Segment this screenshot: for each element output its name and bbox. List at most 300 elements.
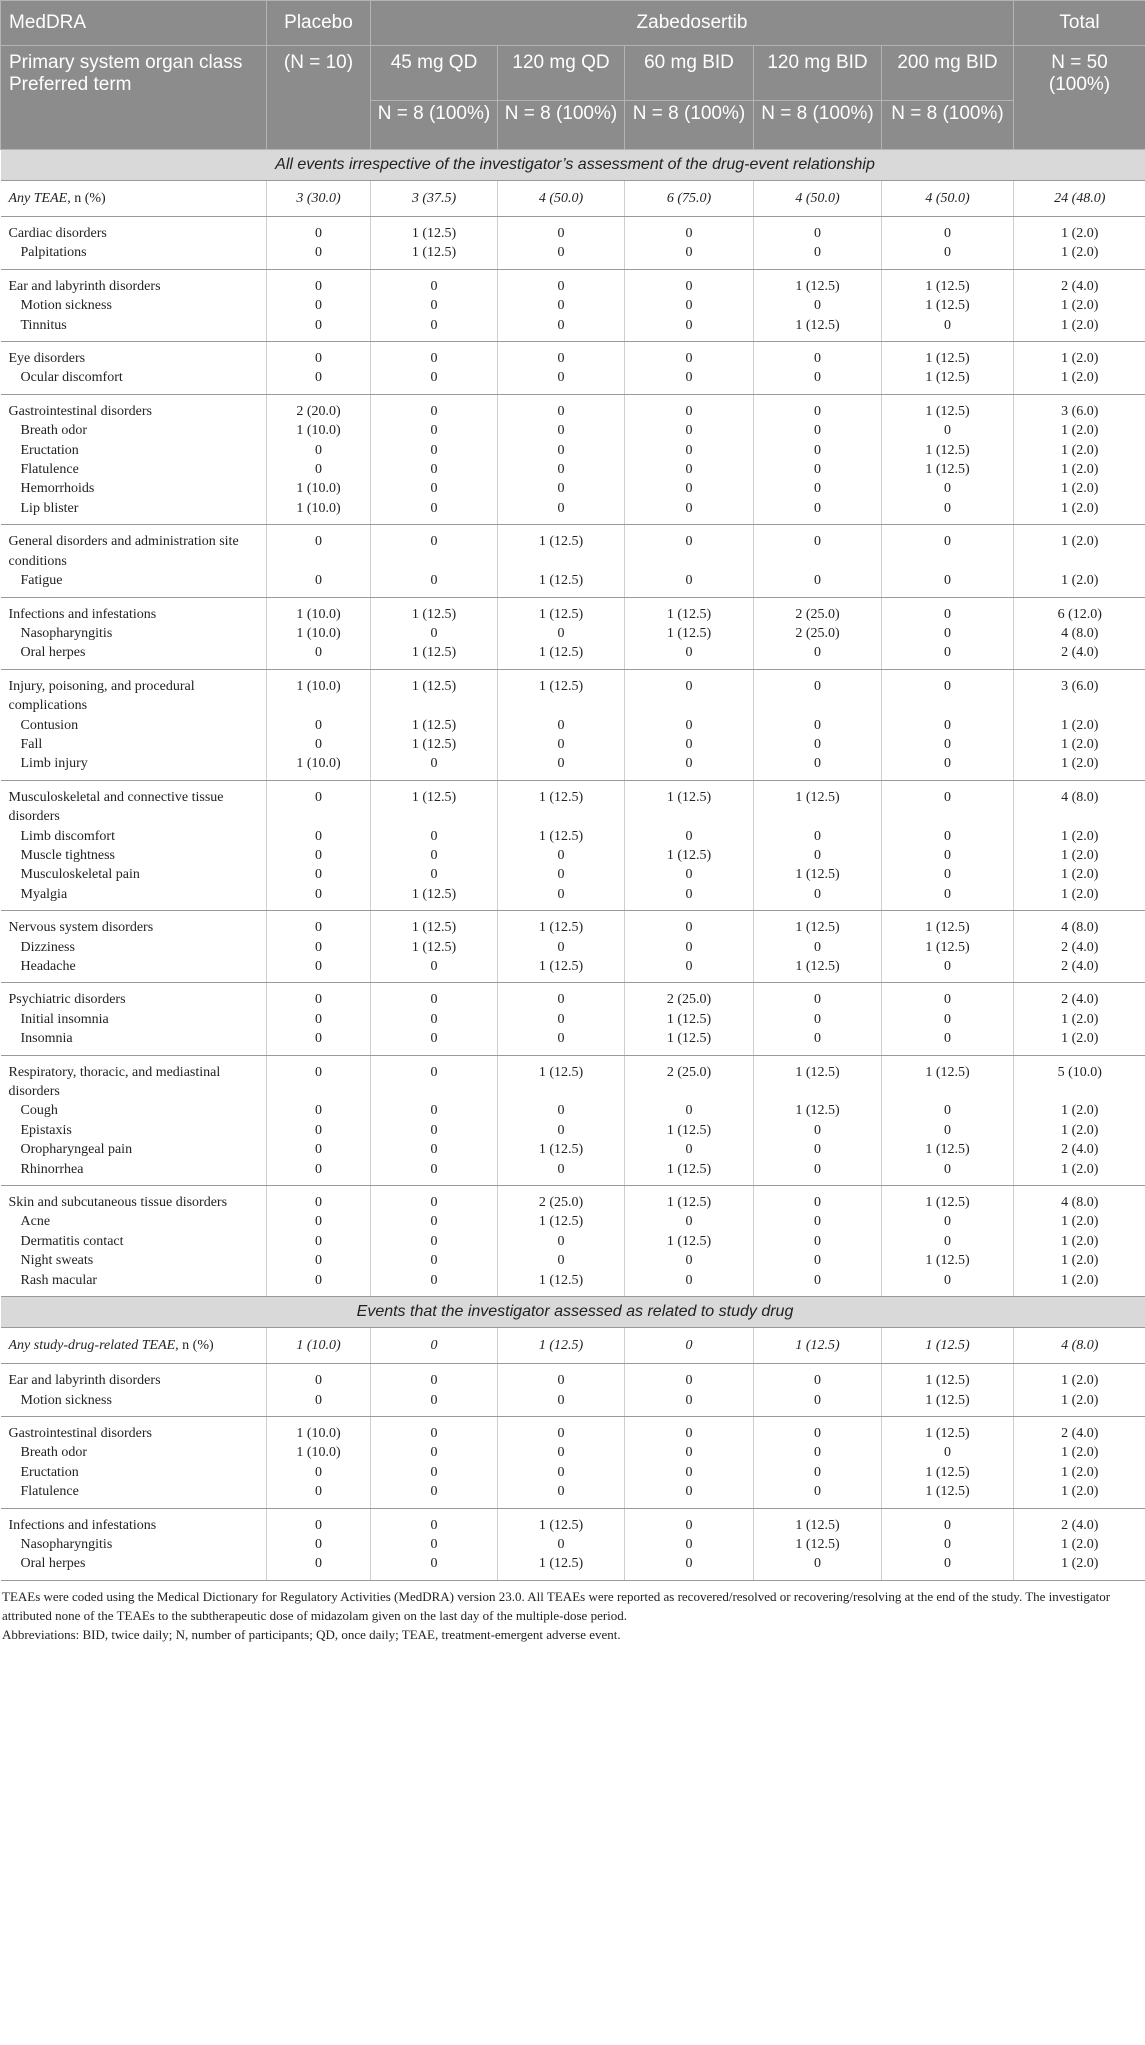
preferred-term-value: 0 [267, 296, 371, 315]
preferred-term-row [1, 643, 1145, 669]
soc-name: Cardiac disorders [8, 226, 107, 241]
preferred-term-name: Initial insomnia [20, 1011, 109, 1027]
soc-name: Ear and labyrinth disorders [8, 1373, 161, 1389]
any-teae-label-italic: Any study-drug-related TEAE [8, 1338, 176, 1354]
preferred-term-value: 0 [754, 1010, 882, 1029]
soc-value: 0 [371, 1186, 498, 1213]
preferred-term-value: 1 (12.5) [498, 643, 625, 669]
preferred-term-row [1, 865, 1145, 884]
soc-value: 1 (12.5) [754, 269, 882, 296]
preferred-term-value: 1 (12.5) [498, 571, 625, 597]
preferred-term-value: 1 (12.5) [371, 643, 498, 669]
preferred-term-value: 0 [754, 643, 882, 669]
preferred-term-name: Oral herpes [1, 1554, 267, 1580]
preferred-term-row [1, 1482, 1145, 1508]
preferred-term-value: 0 [754, 716, 882, 735]
preferred-term-value: 0 [882, 754, 1014, 780]
soc-value: 1 (12.5) [371, 669, 498, 715]
soc-value: 1 (12.5) [498, 911, 625, 938]
preferred-term-value: 0 [498, 499, 625, 525]
soc-value: 0 [882, 1508, 1014, 1535]
soc-value: 0 [754, 525, 882, 571]
preferred-term-value: 0 [267, 827, 371, 846]
preferred-term-value: 0 [882, 421, 1014, 440]
preferred-term-name: Dizziness [20, 939, 75, 955]
soc-value: 0 [371, 394, 498, 421]
preferred-term-value: 1 (2.0) [1014, 1535, 1145, 1554]
preferred-term-value: 0 [498, 368, 625, 394]
preferred-term-value: 0 [267, 368, 371, 394]
soc-value: 1 (2.0) [1014, 525, 1145, 571]
preferred-term-name: Motion sickness [1, 1391, 267, 1417]
preferred-term-value: 0 [882, 1121, 1014, 1140]
preferred-term-value: 0 [371, 846, 498, 865]
preferred-term-row [1, 1212, 1145, 1231]
preferred-term-value: 1 (12.5) [882, 296, 1014, 315]
preferred-term-row [1, 460, 1145, 479]
soc-value: 0 [371, 525, 498, 571]
preferred-term-value: 0 [371, 1463, 498, 1482]
preferred-term-value: 0 [498, 735, 625, 754]
soc-value: 0 [267, 780, 371, 826]
preferred-term-value: 1 (12.5) [754, 957, 882, 983]
preferred-term-value: 1 (12.5) [371, 243, 498, 269]
soc-name: Gastrointestinal disorders [8, 403, 152, 419]
soc-value: 0 [371, 1508, 498, 1535]
soc-name: Gastrointestinal disorders [8, 1425, 152, 1441]
soc-value: 0 [882, 780, 1014, 826]
preferred-term-value: 0 [625, 421, 754, 440]
preferred-term-value: 0 [371, 1121, 498, 1140]
soc-value: 1 (12.5) [882, 1186, 1014, 1213]
preferred-term-value: 1 (12.5) [882, 1463, 1014, 1482]
soc-value: 0 [498, 394, 625, 421]
preferred-term-value: 0 [754, 1271, 882, 1297]
preferred-term-value: 0 [754, 1251, 882, 1270]
preferred-term-value: 0 [754, 1121, 882, 1140]
preferred-term-value: 1 (2.0) [1014, 499, 1145, 525]
soc-value: 1 (2.0) [1014, 217, 1145, 244]
preferred-term-name: Limb injury [1, 754, 267, 780]
preferred-term-value: 0 [498, 1160, 625, 1186]
soc-value: 2 (4.0) [1014, 1508, 1145, 1535]
preferred-term-value: 0 [267, 957, 371, 983]
preferred-term-value: 0 [371, 1140, 498, 1159]
preferred-term-value: 4 (8.0) [1014, 624, 1145, 643]
preferred-term-value: 1 (2.0) [1014, 1463, 1145, 1482]
preferred-term-value: 1 (2.0) [1014, 1251, 1145, 1270]
preferred-term-value: 0 [754, 368, 882, 394]
preferred-term-value: 0 [267, 571, 371, 597]
preferred-term-value: 0 [625, 571, 754, 597]
preferred-term-value: 1 (12.5) [882, 441, 1014, 460]
preferred-term-value: 0 [625, 1535, 754, 1554]
preferred-term-name: Cough [20, 1103, 58, 1119]
preferred-term-row [1, 1160, 1145, 1186]
preferred-term-value: 0 [625, 1482, 754, 1508]
preferred-term-value: 0 [267, 1029, 371, 1055]
preferred-term-value: 0 [754, 754, 882, 780]
preferred-term-value: 1 (12.5) [371, 735, 498, 754]
preferred-term-value: 1 (12.5) [498, 827, 625, 846]
header-n-120bid: N = 8 (100%) [754, 101, 882, 150]
preferred-term-value: 0 [754, 441, 882, 460]
any-teae-value: 1 (12.5) [882, 1328, 1014, 1364]
preferred-term-value: 0 [882, 957, 1014, 983]
soc-value: 0 [267, 342, 371, 369]
header-n-200bid: N = 8 (100%) [882, 101, 1014, 150]
preferred-term-value: 0 [754, 1160, 882, 1186]
preferred-term-value: 1 (12.5) [498, 1554, 625, 1580]
preferred-term-value: 1 (12.5) [371, 885, 498, 911]
preferred-term-value: 0 [371, 499, 498, 525]
preferred-term-value: 1 (2.0) [1014, 441, 1145, 460]
preferred-term-row [1, 716, 1145, 735]
any-teae-row [1, 181, 1145, 217]
preferred-term-value: 0 [371, 1010, 498, 1029]
preferred-term-value: 1 (12.5) [754, 316, 882, 342]
soc-value: 2 (4.0) [1014, 269, 1145, 296]
preferred-term-value: 0 [625, 1271, 754, 1297]
preferred-term-value: 0 [882, 865, 1014, 884]
any-teae-value: 0 [371, 1328, 498, 1364]
preferred-term-value: 1 (10.0) [267, 479, 371, 498]
soc-row [1, 597, 1145, 624]
preferred-term-name: Myalgia [1, 885, 267, 911]
header-zabedosertib: Zabedosertib [371, 1, 1014, 46]
preferred-term-value: 0 [754, 479, 882, 498]
preferred-term-value: 0 [882, 846, 1014, 865]
preferred-term-value: 0 [625, 957, 754, 983]
preferred-term-value: 0 [498, 1463, 625, 1482]
preferred-term-value: 1 (12.5) [371, 938, 498, 957]
preferred-term-value: 0 [371, 1232, 498, 1251]
preferred-term-value: 0 [625, 243, 754, 269]
soc-value: 0 [267, 1186, 371, 1213]
table-body [1, 150, 1145, 1581]
any-teae-value: 6 (75.0) [625, 181, 754, 217]
preferred-term-row [1, 938, 1145, 957]
preferred-term-value: 0 [267, 716, 371, 735]
soc-value: 1 (12.5) [625, 1186, 754, 1213]
preferred-term-value: 0 [267, 1391, 371, 1417]
preferred-term-value: 0 [371, 460, 498, 479]
soc-row [1, 1364, 1145, 1391]
soc-value: 1 (12.5) [498, 1055, 625, 1101]
preferred-term-row [1, 754, 1145, 780]
soc-row [1, 525, 1145, 571]
preferred-term-row [1, 1535, 1145, 1554]
any-teae-value: 4 (50.0) [882, 181, 1014, 217]
soc-value: 0 [882, 217, 1014, 244]
any-teae-value: 3 (30.0) [267, 181, 371, 217]
preferred-term-value: 0 [625, 1140, 754, 1159]
soc-row [1, 1186, 1145, 1213]
preferred-term-value: 0 [371, 1029, 498, 1055]
preferred-term-name: Nasopharyngitis [20, 1536, 113, 1552]
preferred-term-row [1, 1232, 1145, 1251]
soc-value: 1 (12.5) [498, 669, 625, 715]
soc-value: 0 [498, 1364, 625, 1391]
preferred-term-value: 1 (12.5) [754, 865, 882, 884]
preferred-term-value: 0 [754, 1212, 882, 1231]
preferred-term-row [1, 1140, 1145, 1159]
preferred-term-value: 1 (12.5) [754, 1101, 882, 1120]
soc-value: 1 (10.0) [267, 669, 371, 715]
preferred-term-value: 1 (12.5) [882, 1140, 1014, 1159]
preferred-term-value: 0 [625, 1101, 754, 1120]
preferred-term-value: 0 [625, 735, 754, 754]
soc-value: 0 [882, 525, 1014, 571]
preferred-term-name: Oral herpes [1, 643, 267, 669]
preferred-term-value: 0 [498, 1391, 625, 1417]
soc-value: 0 [754, 983, 882, 1010]
preferred-term-value: 1 (12.5) [625, 1160, 754, 1186]
preferred-term-name: Headache [1, 957, 267, 983]
preferred-term-value: 0 [371, 296, 498, 315]
soc-value: 1 (2.0) [1014, 342, 1145, 369]
soc-value: 0 [498, 342, 625, 369]
preferred-term-value: 0 [267, 865, 371, 884]
soc-name: Injury, poisoning, and procedural complications [8, 678, 195, 714]
soc-value: 1 (12.5) [754, 1055, 882, 1101]
preferred-term-value: 0 [625, 479, 754, 498]
preferred-term-value: 0 [267, 1160, 371, 1186]
soc-value: 1 (12.5) [498, 525, 625, 571]
preferred-term-value: 0 [371, 1391, 498, 1417]
preferred-term-value: 0 [371, 1535, 498, 1554]
preferred-term-name: Oropharyngeal pain [20, 1142, 133, 1158]
preferred-term-value: 1 (2.0) [1014, 846, 1145, 865]
soc-value: 1 (12.5) [882, 342, 1014, 369]
header-placebo-n: (N = 10) [267, 46, 371, 150]
preferred-term-value: 1 (2.0) [1014, 1232, 1145, 1251]
preferred-term-value: 0 [625, 316, 754, 342]
preferred-term-name: Eructation [20, 442, 79, 458]
soc-value: 0 [754, 669, 882, 715]
footnote-methods: TEAEs were coded using the Medical Dictionary for Regulatory Activities (MedDRA) version 23.0. All TEAEs were reported as recovered/resolved or recovering/resolving at the end of the study. The investigator attributed none of the TEAEs to the subtherapeutic dose of midazolam given on the last day of the multiple-dose period. [2, 1588, 1111, 1623]
preferred-term-name: Eructation [20, 1464, 79, 1480]
any-teae-label-suffix: , n (%) [175, 1338, 214, 1354]
soc-value: 0 [267, 217, 371, 244]
preferred-term-value: 0 [625, 938, 754, 957]
soc-value: 3 (6.0) [1014, 394, 1145, 421]
soc-value: 0 [625, 911, 754, 938]
preferred-term-row [1, 885, 1145, 911]
preferred-term-value: 0 [498, 624, 625, 643]
soc-row [1, 269, 1145, 296]
any-teae-value: 1 (12.5) [498, 1328, 625, 1364]
preferred-term-value: 0 [625, 865, 754, 884]
preferred-term-value: 0 [882, 885, 1014, 911]
header-meddra: MedDRA [1, 1, 267, 46]
preferred-term-value: 1 (12.5) [882, 1391, 1014, 1417]
preferred-term-name: Insomnia [1, 1029, 267, 1055]
preferred-term-value: 1 (12.5) [882, 1251, 1014, 1270]
soc-value: 2 (4.0) [1014, 983, 1145, 1010]
soc-value: 1 (12.5) [754, 1508, 882, 1535]
soc-value: 0 [625, 1364, 754, 1391]
preferred-term-value: 1 (2.0) [1014, 1554, 1145, 1580]
soc-name: Eye disorders [8, 351, 86, 367]
preferred-term-value: 0 [498, 460, 625, 479]
preferred-term-name: Nasopharyngitis [20, 625, 113, 641]
soc-value: 1 (2.0) [1014, 1364, 1145, 1391]
soc-name: Infections and infestations [8, 606, 157, 622]
preferred-term-value: 0 [498, 865, 625, 884]
preferred-term-value: 1 (2.0) [1014, 1010, 1145, 1029]
preferred-term-value: 0 [498, 1232, 625, 1251]
soc-name: Ear and labyrinth disorders [8, 278, 161, 294]
header-dose-120qd: 120 mg QD [498, 46, 625, 101]
preferred-term-value: 1 (12.5) [882, 368, 1014, 394]
preferred-term-value: 0 [371, 1160, 498, 1186]
soc-row [1, 1508, 1145, 1535]
preferred-term-value: 2 (4.0) [1014, 1140, 1145, 1159]
preferred-term-value: 0 [267, 1121, 371, 1140]
preferred-term-value: 1 (2.0) [1014, 1029, 1145, 1055]
preferred-term-value: 0 [882, 1160, 1014, 1186]
preferred-term-value: 1 (2.0) [1014, 368, 1145, 394]
header-soc-pt [1, 46, 267, 150]
preferred-term-value: 1 (10.0) [267, 421, 371, 440]
preferred-term-row [1, 441, 1145, 460]
preferred-term-value: 0 [267, 316, 371, 342]
preferred-term-row [1, 243, 1145, 269]
preferred-term-value: 1 (12.5) [371, 716, 498, 735]
preferred-term-value: 0 [754, 846, 882, 865]
preferred-term-name: Hemorrhoids [20, 481, 95, 497]
section-header-row [1, 1297, 1145, 1328]
preferred-term-name: Tinnitus [1, 316, 267, 342]
preferred-term-value: 0 [882, 735, 1014, 754]
soc-name: Nervous system disorders [8, 920, 154, 936]
preferred-term-value: 1 (2.0) [1014, 1121, 1145, 1140]
preferred-term-row [1, 479, 1145, 498]
preferred-term-value: 0 [754, 1463, 882, 1482]
header-n-60bid: N = 8 (100%) [625, 101, 754, 150]
preferred-term-value: 0 [498, 1029, 625, 1055]
soc-value: 6 (12.0) [1014, 597, 1145, 624]
preferred-term-row [1, 1271, 1145, 1297]
preferred-term-value: 0 [267, 1271, 371, 1297]
preferred-term-name: Fall [20, 736, 43, 752]
soc-value: 0 [371, 1364, 498, 1391]
preferred-term-value: 0 [267, 938, 371, 957]
preferred-term-value: 1 (12.5) [625, 624, 754, 643]
preferred-term-row [1, 624, 1145, 643]
preferred-term-row [1, 1391, 1145, 1417]
soc-value: 2 (25.0) [625, 1055, 754, 1101]
preferred-term-value: 1 (2.0) [1014, 754, 1145, 780]
preferred-term-value: 0 [754, 827, 882, 846]
soc-value: 0 [371, 983, 498, 1010]
preferred-term-value: 0 [754, 421, 882, 440]
preferred-term-value: 0 [754, 735, 882, 754]
preferred-term-value: 1 (2.0) [1014, 885, 1145, 911]
preferred-term-value: 2 (4.0) [1014, 643, 1145, 669]
soc-value: 0 [625, 1416, 754, 1443]
preferred-term-value: 0 [371, 316, 498, 342]
any-teae-value: 24 (48.0) [1014, 181, 1145, 217]
preferred-term-value: 1 (2.0) [1014, 1101, 1145, 1120]
preferred-term-value: 0 [498, 1010, 625, 1029]
preferred-term-value: 1 (12.5) [625, 1121, 754, 1140]
preferred-term-value: 0 [882, 316, 1014, 342]
preferred-term-value: 1 (10.0) [267, 754, 371, 780]
preferred-term-value: 0 [882, 499, 1014, 525]
preferred-term-value: 0 [371, 1101, 498, 1120]
preferred-term-value: 0 [754, 938, 882, 957]
preferred-term-value: 0 [371, 1212, 498, 1231]
preferred-term-value: 1 (12.5) [498, 1212, 625, 1231]
preferred-term-value: 1 (2.0) [1014, 316, 1145, 342]
preferred-term-value: 0 [882, 1010, 1014, 1029]
preferred-term-name: Breath odor [20, 1445, 87, 1461]
preferred-term-name: Muscle tightness [20, 847, 115, 863]
soc-value: 0 [371, 1416, 498, 1443]
preferred-term-value: 0 [754, 1140, 882, 1159]
any-teae-label-italic: Any TEAE [8, 191, 68, 206]
preferred-term-value: 1 (2.0) [1014, 1391, 1145, 1417]
preferred-term-value: 1 (10.0) [267, 1443, 371, 1462]
preferred-term-row [1, 957, 1145, 983]
preferred-term-value: 0 [267, 243, 371, 269]
soc-value: 0 [625, 525, 754, 571]
soc-row [1, 1055, 1145, 1101]
preferred-term-row [1, 1443, 1145, 1462]
preferred-term-value: 1 (12.5) [498, 1140, 625, 1159]
preferred-term-value: 1 (10.0) [267, 499, 371, 525]
preferred-term-name: Rhinorrhea [1, 1160, 267, 1186]
preferred-term-value: 0 [625, 716, 754, 735]
soc-name: Infections and infestations [8, 1517, 157, 1533]
soc-value: 2 (4.0) [1014, 1416, 1145, 1443]
preferred-term-value: 0 [267, 441, 371, 460]
preferred-term-value: 0 [498, 316, 625, 342]
preferred-term-value: 0 [754, 1482, 882, 1508]
soc-value: 1 (12.5) [882, 394, 1014, 421]
preferred-term-row [1, 827, 1145, 846]
soc-value: 0 [754, 217, 882, 244]
soc-value: 0 [267, 1055, 371, 1101]
preferred-term-value: 0 [882, 1029, 1014, 1055]
preferred-term-value: 0 [371, 441, 498, 460]
preferred-term-name: Flatulence [1, 1482, 267, 1508]
preferred-term-value: 1 (12.5) [882, 460, 1014, 479]
preferred-term-name: Lip blister [1, 499, 267, 525]
preferred-term-row [1, 1463, 1145, 1482]
preferred-term-value: 0 [498, 885, 625, 911]
preferred-term-row [1, 1121, 1145, 1140]
soc-value: 0 [498, 217, 625, 244]
preferred-term-value: 1 (2.0) [1014, 716, 1145, 735]
preferred-term-value: 0 [267, 846, 371, 865]
preferred-term-value: 1 (2.0) [1014, 865, 1145, 884]
preferred-term-name: Fatigue [1, 571, 267, 597]
soc-value: 1 (12.5) [625, 597, 754, 624]
preferred-term-row [1, 1554, 1145, 1580]
preferred-term-value: 0 [882, 1535, 1014, 1554]
soc-row [1, 342, 1145, 369]
preferred-term-value: 0 [267, 1140, 371, 1159]
preferred-term-value: 1 (2.0) [1014, 421, 1145, 440]
preferred-term-row [1, 421, 1145, 440]
preferred-term-value: 0 [882, 1443, 1014, 1462]
soc-value: 1 (12.5) [754, 780, 882, 826]
preferred-term-value: 0 [267, 735, 371, 754]
preferred-term-value: 0 [267, 1212, 371, 1231]
